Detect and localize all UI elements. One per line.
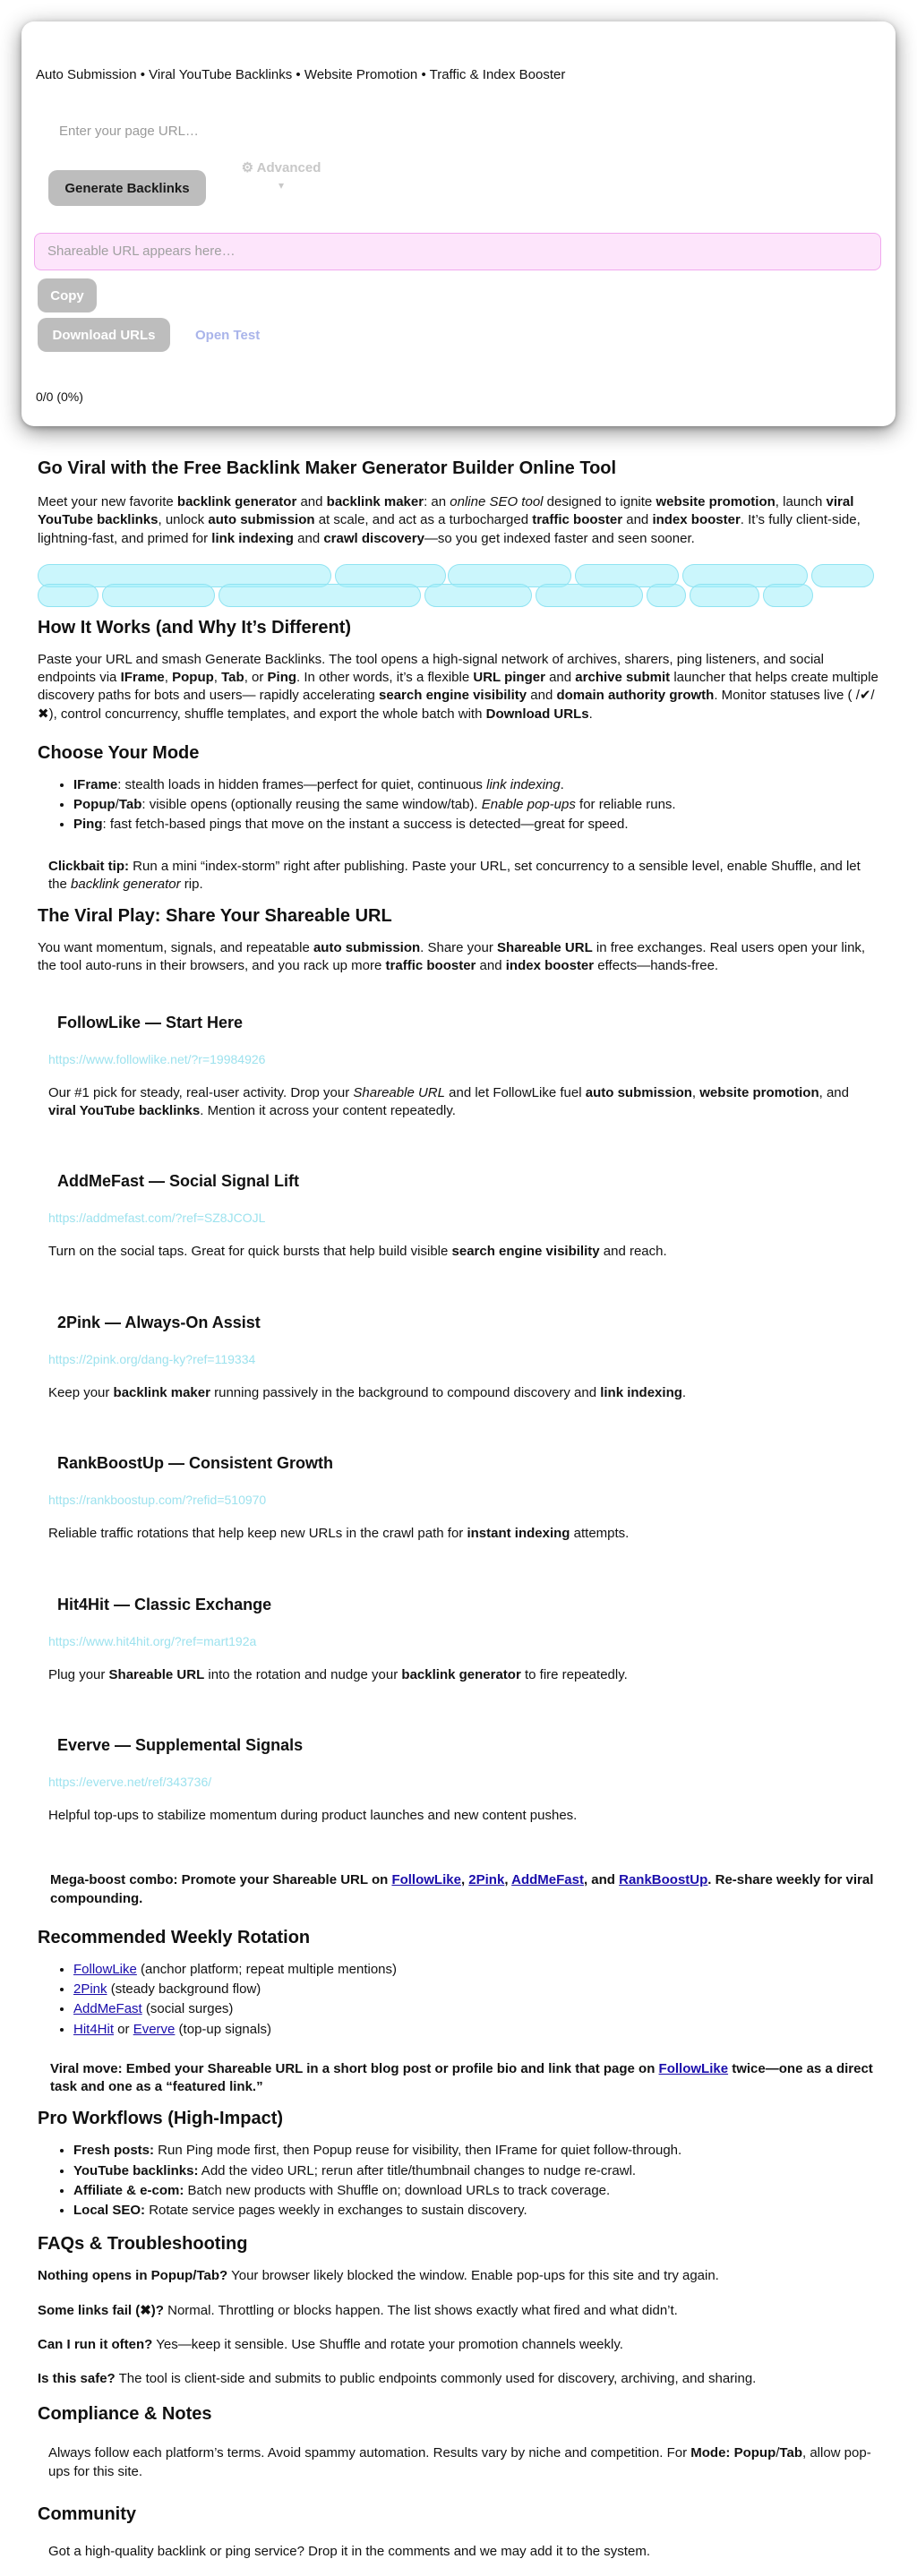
exchange-description: Plug your Shareable URL into the rotation and nudge your backlink generator to fire repeatedly. (48, 1666, 628, 1682)
clickbait-tip: Clickbait tip: Run a mini “index-storm” right after publishing. Paste your URL, set concurrency to a sensible level, enable Shuffle, and let the backlink generator rip. (48, 858, 861, 892)
followlike-link[interactable]: FollowLike (658, 2060, 729, 2076)
exchange-title: Everve — Supplemental Signals (57, 1735, 304, 1754)
progress-counter: 0/0 (0%) (36, 389, 83, 404)
status-pill (647, 584, 686, 607)
faq-list (38, 2267, 879, 2388)
status-pill (424, 584, 532, 607)
addmefast-link[interactable]: AddMeFast (511, 1872, 584, 1888)
exchange-link[interactable]: https://addmefast.com/?ref=SZ8JCOJL (48, 1211, 266, 1226)
faq-item: Nothing opens in Popup/Tab? Your browser likely blocked the window. Enable pop-ups for this site and try again. (38, 2268, 719, 2284)
list-item: • IFrame: stealth loads in hidden frames—perfect for quiet, continuous link indexing. (73, 776, 879, 794)
status-pill (811, 564, 874, 587)
compliance-title: Compliance & Notes (38, 2404, 212, 2425)
advanced-toggle[interactable] (236, 159, 326, 193)
intro-paragraph: Meet your new favorite backlink generator and backlink maker: an online SEO tool designed to ignite website promotion, launch viral YouTube backlinks, unlock auto submission at scale, and act as a turbocharged traffic booster and index booster. It’s fully client-side, lightning-fast, and primed for link indexing and crawl discovery—so you get indexed faster and seen sooner. (38, 494, 861, 546)
list-item: • FollowLike (anchor platform; repeat multiple mentions) (73, 1961, 879, 1979)
community-title: Community (38, 2503, 136, 2524)
exchange-addmefast (48, 1170, 879, 1261)
exchange-title: FollowLike — Start Here (57, 1013, 244, 1031)
status-pill (219, 584, 421, 607)
exchange-2pink (48, 1312, 879, 1402)
exchange-description: Reliable traffic rotations that help keep new URLs in the crawl path for instant indexing attempts. (48, 1526, 630, 1542)
faq-title: FAQs & Troubleshooting (38, 2234, 248, 2255)
advanced-label: ⚙ Advanced (241, 160, 321, 175)
hit4hit-link[interactable]: Hit4Hit (73, 2021, 115, 2037)
status-pill (536, 584, 643, 607)
exchange-followlike (48, 1012, 879, 1121)
compliance-text: Always follow each platform’s terms. Avoid spammy automation. Results vary by niche and competition. For Mode: Popup/Tab, allow pop-ups for this site. (48, 2445, 871, 2479)
how-it-works-paragraph: Paste your URL and smash Generate Backlinks. The tool opens a high-signal network of archives, sharers, ping listeners, and social endpoints via IFrame, Popup, Tab, or Ping. In other words, it’s a flexible URL pinger and archive submit launcher that helps create multiple discovery paths for bots and users— rapidly accelerating search engine visibility and domain authority growth. Monitor statuses live ( /✔/✖), control concurrency, shuffle templates, and export the whole batch with Download URLs. (38, 651, 878, 722)
exchange-link[interactable]: https://www.followlike.net/?r=19984926 (48, 1051, 266, 1066)
exchange-description: Keep your backlink maker running passively in the background to compound discovery and link indexing. (48, 1384, 687, 1400)
list-item: • Local SEO: Rotate service pages weekly in exchanges to sustain discovery. (73, 2202, 879, 2220)
mega-boost-callout: Mega-boost combo: Promote your Shareable URL on FollowLike, 2Pink, AddMeFast, and RankBoostUp. Re-share weekly for viral compounding. (50, 1872, 874, 1906)
rankboostup-link[interactable]: RankBoostUp (619, 1872, 708, 1888)
exchange-description: Turn on the social taps. Great for quick bursts that help build visible search engine visibility and reach. (48, 1244, 667, 1260)
modes-list (38, 776, 879, 834)
generate-backlinks-button[interactable]: Generate Backlinks (48, 170, 206, 206)
article-content (38, 457, 879, 2561)
list-item: • 2Pink (steady background flow) (73, 1981, 879, 1998)
viral-play-paragraph: You want momentum, signals, and repeatable auto submission. Share your Shareable URL in free exchanges. Real users open your link, the tool auto-runs in their browsers, and you rack up more traffic booster and index booster effects—hands-free. (38, 940, 866, 974)
viral-play-title: The Viral Play: Share Your Shareable URL (38, 906, 392, 926)
tool-tagline: Auto Submission • Viral YouTube Backlinks • Website Promotion • Traffic & Index Booster (36, 67, 566, 82)
status-pill (102, 584, 215, 607)
followlike-link[interactable]: FollowLike (73, 1961, 137, 1977)
exchange-title: AddMeFast — Social Signal Lift (57, 1172, 300, 1191)
list-item: • AddMeFast (social surges) (73, 2000, 879, 2018)
exchange-rankboostup (48, 1452, 879, 1543)
rotation-list (38, 1961, 879, 2039)
rotation-title: Recommended Weekly Rotation (38, 1927, 311, 1947)
addmefast-link[interactable]: AddMeFast (73, 2001, 142, 2017)
exchange-title: 2Pink — Always-On Assist (57, 1313, 261, 1331)
viral-move-callout: Viral move: Embed your Shareable URL in a short blog post or profile bio and link that page on FollowLike twice—one as a direct task and one as a “featured link.” (50, 2060, 873, 2095)
modes-title: Choose Your Mode (38, 742, 200, 763)
how-it-works-title: How It Works (and Why It’s Different) (38, 617, 352, 638)
exchange-everve (48, 1734, 879, 1825)
community-text: Got a high-quality backlink or ping service? Drop it in the comments and we may add it to the system. (48, 2543, 650, 2559)
2pink-link[interactable]: 2Pink (468, 1872, 505, 1888)
backlink-tool-card (21, 21, 896, 426)
copy-button[interactable]: Copy (38, 278, 97, 312)
list-item: • Ping: fast fetch-based pings that move on the instant a success is detected—great for speed. (73, 816, 879, 834)
exchange-description: Our #1 pick for steady, real-user activity. Drop your Shareable URL and let FollowLike fuel auto submission, website promotion, and viral YouTube backlinks. Mention it across your content repeatedly. (48, 1084, 849, 1118)
followlike-link[interactable]: FollowLike (391, 1872, 461, 1888)
faq-item: Some links fail (✖)? Normal. Throttling or blocks happen. The list shows exactly what fired and what didn’t. (38, 2302, 678, 2318)
faq-item: Is this safe? The tool is client-side and submits to public endpoints commonly used for discovery, archiving, and sharing. (38, 2371, 757, 2387)
status-pill (690, 584, 759, 607)
2pink-link[interactable]: 2Pink (73, 1981, 107, 1998)
status-pill (763, 584, 813, 607)
open-test-link[interactable]: Open Test (195, 328, 261, 343)
chevron-down-icon: ▾ (278, 179, 285, 193)
exchange-title: RankBoostUp — Consistent Growth (57, 1454, 334, 1473)
exchange-link[interactable]: https://everve.net/ref/343736/ (48, 1775, 212, 1790)
exchange-link[interactable]: https://www.hit4hit.org/?ref=mart192a (48, 1633, 257, 1648)
workflows-list (38, 2142, 879, 2220)
intro-title: Go Viral with the Free Backlink Maker Generator Builder Online Tool (38, 458, 617, 478)
list-item: • Hit4Hit or Everve (top-up signals) (73, 2021, 879, 2039)
everve-link[interactable]: Everve (133, 2021, 176, 2037)
list-item: • YouTube backlinks: Add the video URL; rerun after title/thumbnail changes to nudge re-crawl. (73, 2162, 879, 2180)
download-urls-button[interactable]: Download URLs (38, 318, 170, 352)
exchange-hit4hit (48, 1594, 879, 1684)
faq-item: Can I run it often? Yes—keep it sensible. Use Shuffle and rotate your promotion channels weekly. (38, 2336, 623, 2352)
exchange-link[interactable]: https://2pink.org/dang-ky?ref=119334 (48, 1351, 256, 1366)
workflows-title: Pro Workflows (High-Impact) (38, 2109, 284, 2129)
page-url-input[interactable] (57, 115, 595, 147)
shareable-url-field[interactable]: Shareable URL appears here… (34, 233, 881, 270)
list-item: • Affiliate & e-com: Batch new products with Shuffle on; download URLs to track coverage. (73, 2182, 879, 2200)
status-pill-row (38, 564, 879, 616)
exchange-title: Hit4Hit — Classic Exchange (57, 1595, 272, 1613)
exchange-link[interactable]: https://rankboostup.com/?refid=510970 (48, 1493, 267, 1508)
list-item: • Fresh posts: Run Ping mode first, then Popup reuse for visibility, then IFrame for quiet follow-through. (73, 2142, 879, 2160)
list-item: • Popup/Tab: visible opens (optionally reusing the same window/tab). Enable pop-ups for reliable runs. (73, 796, 879, 814)
exchange-description: Helpful top-ups to stabilize momentum during product launches and new content pushes. (48, 1808, 578, 1824)
status-pill (38, 584, 99, 607)
